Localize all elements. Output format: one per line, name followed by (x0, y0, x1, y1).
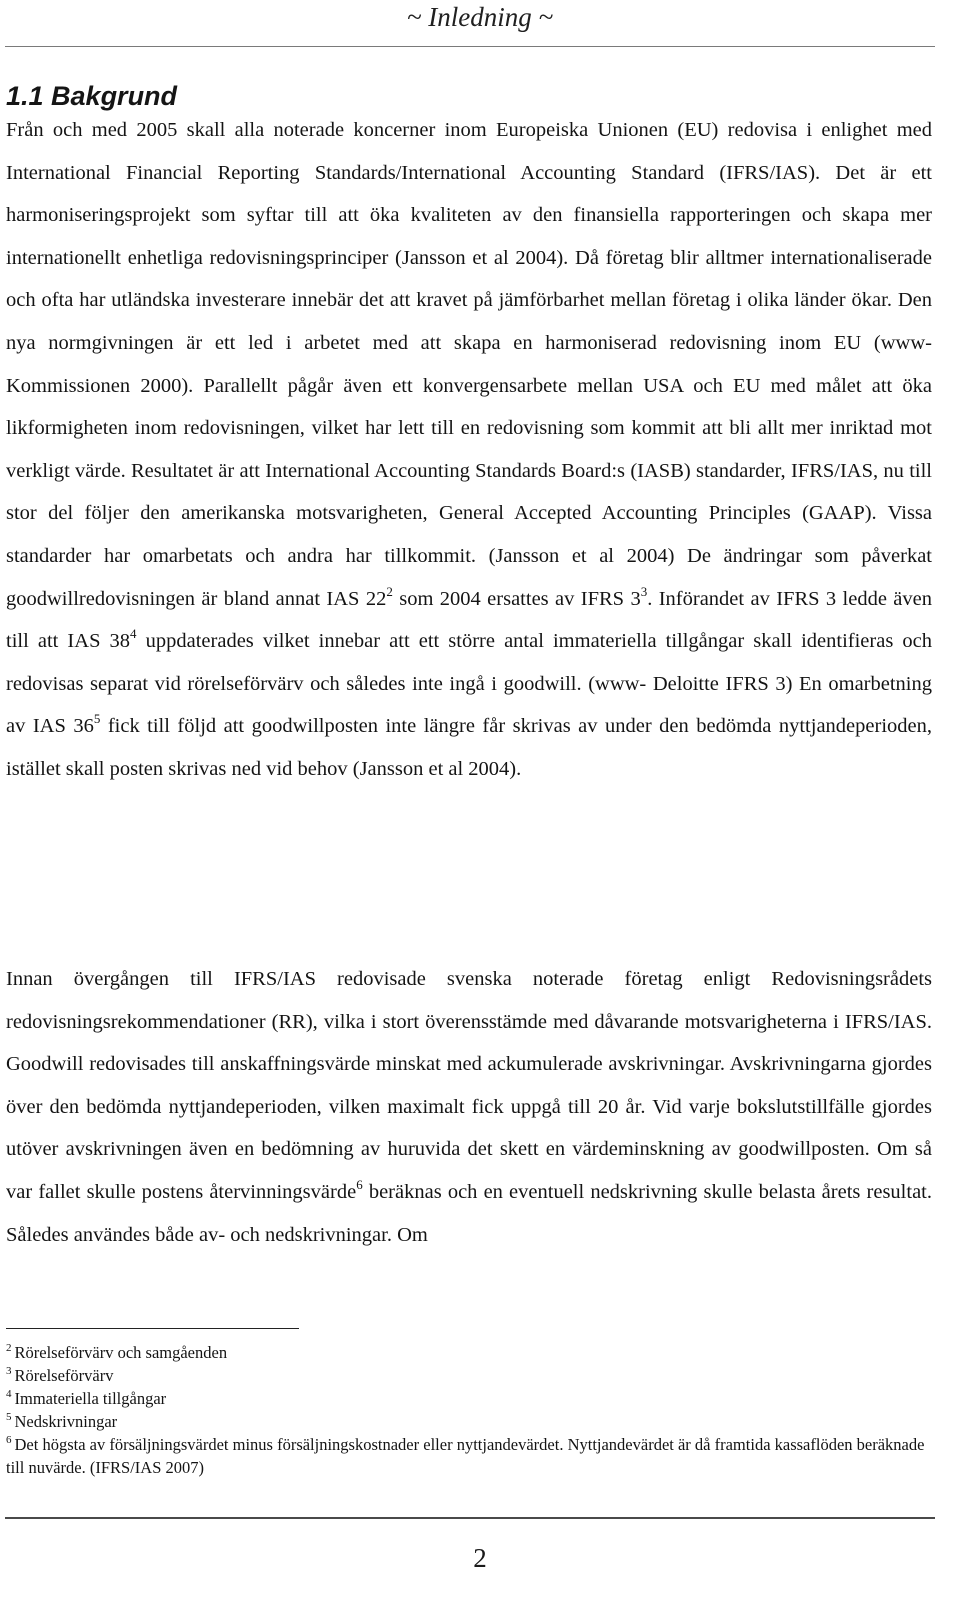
paragraph-text: uppdaterades vilket innebar att ett större antal immateriella tillgångar skall identifieras och redovisas separat vid rörelseförvärv och således inte ingå i goodwill. (www- Deloitte IFRS 3) En omarbetning av IAS 36 (6, 630, 932, 738)
section-heading: 1.1 Bakgrund (6, 81, 178, 111)
footnote-item (6, 1387, 932, 1410)
footnote-item (6, 1433, 932, 1479)
footnote-number: 6 (6, 1434, 12, 1446)
page-number: 2 (473, 1543, 487, 1573)
header-divider (5, 46, 935, 47)
footnote-number: 4 (6, 1388, 12, 1400)
footnote-reference[interactable]: 5 (93, 711, 101, 727)
footnote-reference[interactable]: 6 (356, 1176, 363, 1192)
footnote-divider (6, 1328, 299, 1329)
footnote-number: 5 (6, 1411, 12, 1423)
footnote-item (6, 1410, 932, 1433)
paragraph-text: beräknas och en eventuell nedskrivning skulle belasta årets resultat. Således användes både av- och nedskrivningar. Om (6, 1180, 932, 1246)
footnote-text: Immateriella tillgångar (14, 1389, 167, 1408)
body-paragraph-2 (6, 958, 932, 1256)
footnote-item (6, 1341, 932, 1364)
body-paragraph-1 (6, 109, 932, 791)
footnote-list (6, 1341, 932, 1479)
paragraph-text: fick till följd att goodwillposten inte längre får skrivas av under den bedömda nyttjandeperioden, istället skall posten skrivas ned vid behov (Jansson et al 2004). (6, 715, 932, 780)
footnote-number: 3 (6, 1365, 12, 1377)
paragraph-text: Innan övergången till IFRS/IAS redovisade svenska noterade företag enligt Redovisningsrådets redovisningsrekommendationer (RR), vilka i stort överensstämde med dåvarande motsvarigheterna i IFRS/IAS. Goodwill redovisades till anskaffningsvärde minskat med ackumulerade avskrivningar. Avskrivningarna gjordes över den bedömda nyttjandeperioden, vilken maximalt fick uppgå till 20 år. Vid varje bokslutstillfälle gjordes utöver avskrivningen även en bedömning av huruvida det skett en värdeminskning av goodwillposten. Om så var fallet skulle postens återvinningsvärde (6, 968, 932, 1203)
paragraph-text: som 2004 ersattes av IFRS 3 (392, 587, 641, 610)
paragraph-text: . Införandet av IFRS 3 ledde även till att IAS 38 (6, 587, 933, 653)
running-header: ~ Inledning ~ (406, 2, 554, 32)
footnote-text: Nedskrivningar (14, 1412, 118, 1431)
footnote-reference[interactable]: 4 (130, 626, 137, 642)
paragraph-text: Från och med 2005 skall alla noterade koncerner inom Europeiska Unionen (EU) redovisa i enlighet med International Financial Reporting Standards/International Accounting Standard (IFRS/IAS). Det är ett harmoniseringsprojekt som syftar till att öka kvaliteten av den finansiella rapporteringen och skapa mer internationellt enhetliga redovisningsprinciper (Jansson et al 2004). Då företag blir alltmer internationaliserade och ofta har utländska investerare innebär det att kravet på jämförbarhet mellan företag i olika länder ökar. Den nya normgivningen är ett led i arbetet med att skapa en harmoniserad redovisning inom EU (www- Kommissionen 2000). Parallellt pågår även ett konvergensarbete mellan USA och EU med målet att öka likformigheten inom redovisningen, vilket har lett till en redovisning som kommit att bli allt mer inriktad mot verkligt värde. Resultatet är att International Accounting Standards Board:s (IASB) standarder, IFRS/IAS, nu till stor del följer den amerikanska motsvarigheten, General Accepted Accounting Principles (GAAP). Vissa standarder har omarbetats och andra har tillkommit. (Jansson et al 2004) De ändringar som påverkat goodwillredovisningen är bland annat IAS 22 (6, 119, 932, 610)
footnote-number: 2 (6, 1342, 12, 1354)
footnote-item (6, 1364, 932, 1387)
footnote-text: Det högsta av försäljningsvärdet minus försäljningskostnader eller nyttjandevärdet. Nyttjandevärdet är då framtida kassaflöden beräknade till nuvärde. (IFRS/IAS 2007) (6, 1435, 925, 1477)
footnote-text: Rörelseförvärv och samgåenden (14, 1343, 228, 1362)
footnote-reference[interactable]: 3 (640, 583, 648, 599)
footnote-reference[interactable]: 2 (386, 583, 393, 599)
footnote-text: Rörelseförvärv (14, 1366, 114, 1385)
footer-divider (5, 1517, 935, 1519)
